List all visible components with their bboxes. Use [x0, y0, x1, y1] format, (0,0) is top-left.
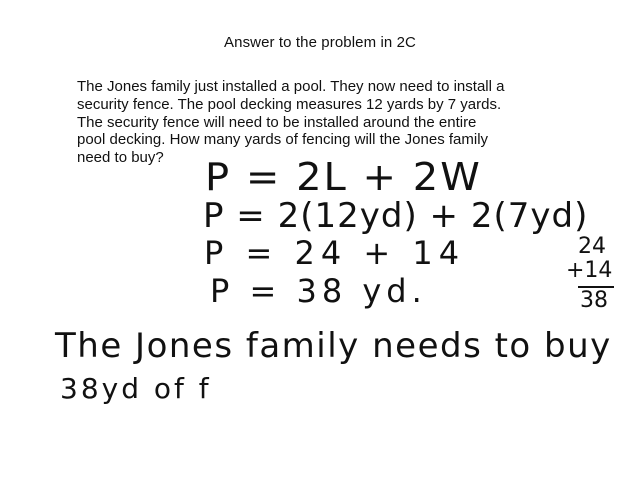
word-problem [77, 78, 577, 167]
side-sum: 38 [580, 288, 608, 313]
page-title: Answer to the problem in 2C [224, 34, 416, 51]
problem-line: need to buy? [77, 149, 164, 167]
handwritten-perimeter-formula: P = 2L + 2W [205, 156, 482, 200]
problem-line: security fence. The pool decking measures 12 yards by 7 yards. [77, 95, 502, 113]
problem-line: pool decking. How many yards of fencing will the Jones family [77, 131, 489, 149]
handwritten-answer-line-1: The Jones family needs to buy [55, 326, 612, 366]
problem-line: The Jones family just installed a pool. They now need to install a [77, 78, 505, 95]
handwritten-products: P = 24 + 14 [204, 234, 466, 272]
problem-line: The security fence will need to be installed around the entire [77, 113, 477, 131]
handwritten-answer-line-2: 38yd of f [60, 372, 212, 405]
handwritten-result: P = 38 yd. [210, 272, 427, 310]
side-addend-1: 24 [578, 234, 606, 259]
handwritten-substitution: P = 2(12yd) + 2(7yd) [203, 196, 589, 236]
side-addend-2: +14 [566, 258, 613, 283]
